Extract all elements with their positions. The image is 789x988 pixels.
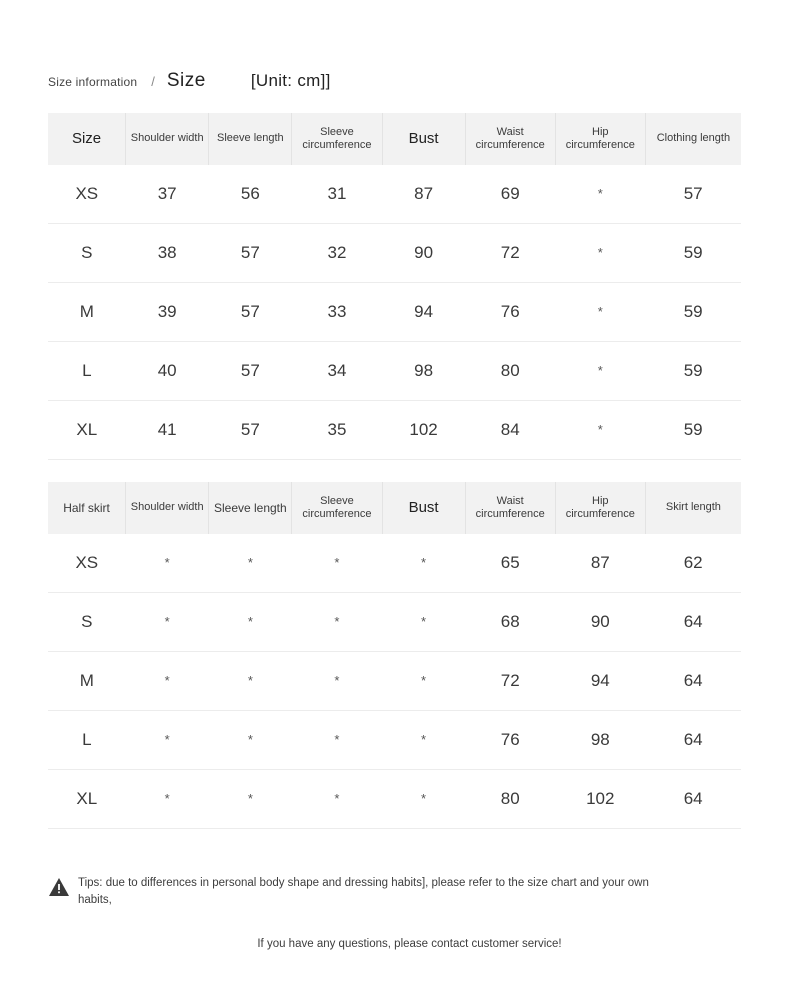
cell-waist-circumference: 76 [465,282,555,341]
header-cell-waist-circumference: Waist circumference [465,113,555,165]
top-size-table-wrapper [48,113,741,460]
cell-sleeve-circumference: 34 [292,341,382,400]
cell-bust: 102 [382,400,465,459]
cell-sleeve-circumference: * [292,769,382,828]
bottom-size-table [48,482,741,829]
cell-bust: * [382,710,465,769]
cell-clothing-length: 57 [645,165,741,224]
cell-sleeve-length: * [209,651,292,710]
cell-size: XS [48,165,126,224]
cell-bust: 98 [382,341,465,400]
cell-waist-circumference: 80 [465,341,555,400]
cell-bust: 87 [382,165,465,224]
table-header-row [48,113,741,165]
header-cell-shoulder-width: Shoulder width [126,482,209,534]
cell-hip-circumference: * [555,400,645,459]
cell-sleeve-length: * [209,592,292,651]
header-cell-shoulder-width: Shoulder width [126,113,209,165]
cell-skirt-length: 64 [645,710,741,769]
cell-sleeve-length: 56 [209,165,292,224]
table-row [48,165,741,224]
page-title: Size [166,70,206,91]
cell-shoulder-width: 38 [126,223,209,282]
table-row [48,400,741,459]
cell-waist-circumference: 68 [465,592,555,651]
cell-size: M [48,651,126,710]
table-header-row [48,482,741,534]
cell-shoulder-width: 39 [126,282,209,341]
bottom-table-body [48,534,741,829]
cell-shoulder-width: * [126,651,209,710]
cell-size: L [48,710,126,769]
cell-sleeve-circumference: * [292,534,382,593]
bottom-size-table-wrapper [48,482,741,829]
table-row [48,769,741,828]
top-size-table [48,113,741,460]
cell-sleeve-circumference: * [292,592,382,651]
cell-sleeve-circumference: 35 [292,400,382,459]
table-row [48,651,741,710]
cell-hip-circumference: 98 [555,710,645,769]
cell-sleeve-length: * [209,769,292,828]
cell-skirt-length: 64 [645,592,741,651]
cell-size: XL [48,769,126,828]
cell-waist-circumference: 72 [465,223,555,282]
cell-hip-circumference: * [555,282,645,341]
cell-skirt-length: 62 [645,534,741,593]
cell-waist-circumference: 65 [465,534,555,593]
table-row [48,282,741,341]
unit-label: [Unit: cm]] [250,71,331,90]
header-cell-clothing-length: Clothing length [656,132,731,145]
bottom-table-head [48,482,741,534]
cell-sleeve-length: 57 [209,282,292,341]
header-cell-sleeve-length: Sleeve length [209,113,292,165]
table-row [48,534,741,593]
cell-clothing-length: 59 [645,400,741,459]
cell-hip-circumference: 90 [555,592,645,651]
cell-sleeve-length: 57 [209,341,292,400]
page-header [48,0,741,96]
cell-hip-circumference: 94 [555,651,645,710]
cell-hip-circumference: 102 [555,769,645,828]
cell-waist-circumference: 72 [465,651,555,710]
tips-section [48,875,741,908]
header-cell-skirt-length: Skirt length [665,501,721,514]
table-row [48,592,741,651]
header-cell-bust: Bust [382,482,465,534]
cell-shoulder-width: * [126,592,209,651]
cell-skirt-length: 64 [645,769,741,828]
cell-size: XL [48,400,126,459]
cell-shoulder-width: 37 [126,165,209,224]
warning-icon [48,877,70,897]
breadcrumb: Size information [48,75,138,89]
cell-waist-circumference: 80 [465,769,555,828]
cell-size: S [48,223,126,282]
header-cell-half-skirt: Half skirt [48,482,126,534]
cell-sleeve-length: 57 [209,223,292,282]
cell-bust: * [382,769,465,828]
cell-bust: * [382,651,465,710]
cell-clothing-length: 59 [645,282,741,341]
cell-waist-circumference: 84 [465,400,555,459]
cell-sleeve-circumference: * [292,710,382,769]
cell-waist-circumference: 76 [465,710,555,769]
cell-sleeve-length: 57 [209,400,292,459]
cell-waist-circumference: 69 [465,165,555,224]
cell-hip-circumference: * [555,165,645,224]
cell-bust: * [382,534,465,593]
cell-hip-circumference: 87 [555,534,645,593]
cell-sleeve-circumference: 31 [292,165,382,224]
header-cell-bust: Bust [382,113,465,165]
cell-size: M [48,282,126,341]
table-row [48,341,741,400]
header-cell-hip-circumference: Hip circumference [555,113,645,165]
cell-hip-circumference: * [555,341,645,400]
cell-size: XS [48,534,126,593]
cell-sleeve-length: * [209,534,292,593]
cell-hip-circumference: * [555,223,645,282]
cell-bust: * [382,592,465,651]
top-table-head [48,113,741,165]
cell-clothing-length: 59 [645,223,741,282]
cell-shoulder-width: 41 [126,400,209,459]
breadcrumb-separator: / [151,74,155,89]
cell-shoulder-width: * [126,769,209,828]
cell-size: L [48,341,126,400]
cell-bust: 94 [382,282,465,341]
top-table-body [48,165,741,460]
cell-bust: 90 [382,223,465,282]
cell-clothing-length: 59 [645,341,741,400]
cell-sleeve-circumference: 32 [292,223,382,282]
header-cell-sleeve-length: Sleeve length [209,482,292,534]
contact-note: If you have any questions, please contact customer service! [257,938,562,951]
header-cell-hip-circumference: Hip circumference [555,482,645,534]
header-cell-waist-circumference: Waist circumference [465,482,555,534]
cell-size: S [48,592,126,651]
table-row [48,710,741,769]
cell-shoulder-width: 40 [126,341,209,400]
header-cell-sleeve-circumference: Sleeve circumference [292,113,382,165]
cell-shoulder-width: * [126,534,209,593]
cell-sleeve-circumference: * [292,651,382,710]
table-row [48,223,741,282]
header-cell-sleeve-circumference: Sleeve circumference [292,482,382,534]
cell-skirt-length: 64 [645,651,741,710]
tips-text: Tips: due to differences in personal body shape and dressing habits], please refer to the size chart and your own habits, [78,876,649,906]
cell-sleeve-length: * [209,710,292,769]
header-cell-size: Size [48,113,126,165]
cell-sleeve-circumference: 33 [292,282,382,341]
cell-shoulder-width: * [126,710,209,769]
